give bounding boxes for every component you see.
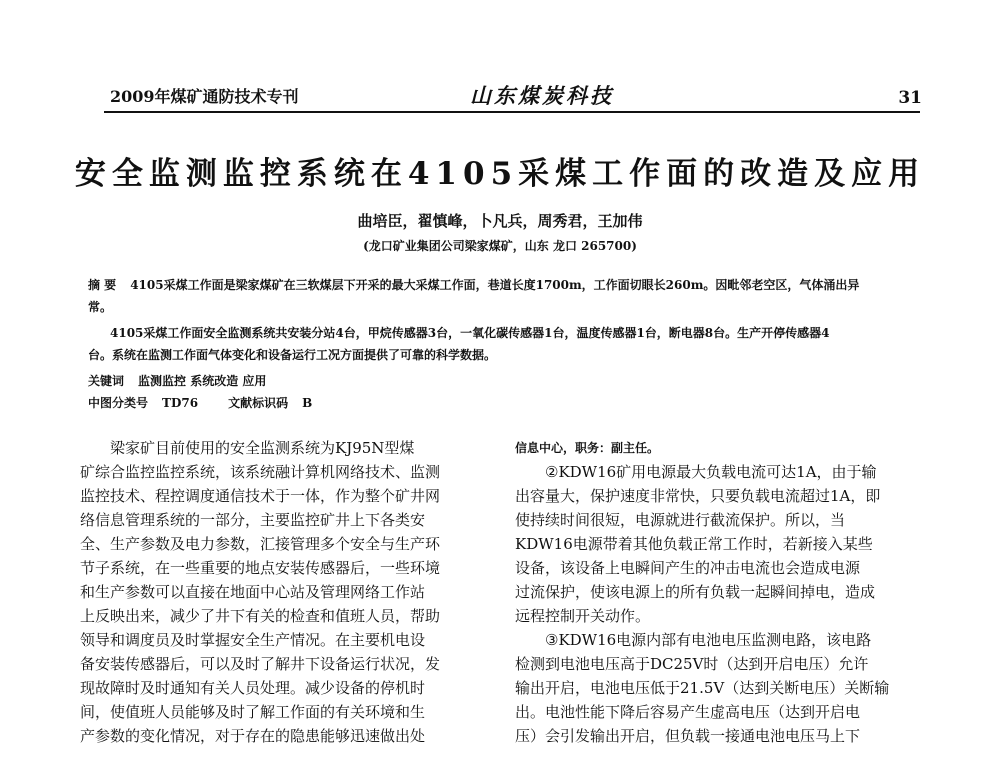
- abstract-line: [88, 276, 918, 294]
- body-line: 使持续时间很短，电源就进行截流保护。所以，当: [515, 511, 846, 529]
- body-line: 上反映出来，减少了井下有关的检查和值班人员，帮助: [80, 607, 441, 625]
- abstract-line: 台。系统在监测工作面气体变化和设备运行工况方面提供了可靠的科学数据。: [88, 348, 497, 362]
- classification-value: TD76: [162, 396, 199, 410]
- body-line: 和生产参数可以直接在地面中心站及管理网络工作站: [80, 583, 426, 601]
- body-line: 输出开启，电池电压低于21.5V（达到关断电压）关断输: [515, 679, 890, 697]
- body-line: 间，使值班人员能够及时了解工作面的有关环境和生: [80, 703, 426, 721]
- body-line: 远程控制开关动作。: [515, 607, 651, 625]
- author-note: 信息中心，职务：副主任。: [515, 441, 660, 455]
- abstract-line: 4105采煤工作面安全监测系统共安装分站4台，甲烷传感器3台，一氧化碳传感器1台，温度传感器1台，断电器8台。生产开停传感器4: [110, 326, 830, 340]
- body-line: 节子系统，在一些重要的地点安装传感器后，一些环境: [80, 559, 441, 577]
- classification: [88, 394, 918, 412]
- body-line: 出容量大，保护速度非常快，只要负载电流超过1A，即: [515, 487, 881, 505]
- body-line: 现故障时及时通知有关人员处理。减少设备的停机时: [80, 679, 426, 697]
- body-line: ②KDW16矿用电源最大负载电流可达1A，由于输: [545, 463, 877, 481]
- body-line: KDW16电源带着其他负载正常工作时，若新接入某些: [515, 535, 873, 553]
- body-line: 监控技术、程控调度通信技术于一体，作为整个矿井网: [80, 487, 441, 505]
- body-line: 压）会引发输出开启，但负载一接通电池电压马上下: [515, 727, 861, 745]
- keywords: [88, 372, 918, 390]
- abstract-line: 常。: [88, 300, 113, 314]
- body-line: 设备，该设备上电瞬间产生的冲击电流也会造成电源: [515, 559, 861, 577]
- body-line: 领导和调度员及时掌握安全生产情况。在主要机电设: [80, 631, 426, 649]
- body-line: 矿综合监控监控系统，该系统融计算机网络技术、监测: [80, 463, 441, 481]
- article-title: 安全监测监控系统在4105采煤工作面的改造及应用: [74, 156, 926, 192]
- body-line: 检测到电池电压高于DC25V时（达到开启电压）允许: [515, 655, 869, 673]
- document-code-value: B: [302, 396, 313, 410]
- body-line: 出。电池性能下降后容易产生虚高电压（达到开启电: [515, 703, 861, 721]
- body-left-column: [80, 436, 490, 748]
- body-line: 络信息管理系统的一部分，主要监控矿井上下各类安: [80, 511, 426, 529]
- classification-label: 中图分类号: [88, 396, 149, 410]
- header-rule: [104, 111, 920, 113]
- article-affiliation: (龙口矿业集团公司梁家煤矿，山东 龙口 265700): [363, 239, 637, 253]
- running-header-issue: 2009年煤矿通防技术专刊: [110, 87, 299, 106]
- keywords-value: 监测监控 系统改造 应用: [138, 374, 267, 388]
- page-number: 31: [898, 88, 922, 108]
- body-line: 备安装传感器后，可以及时了解井下设备运行状况，发: [80, 655, 441, 673]
- journal-name: 山东煤炭科技: [470, 83, 614, 108]
- body-line: 全、生产参数及电力参数，汇接管理多个安全与生产环: [80, 535, 441, 553]
- body-right-column: [515, 436, 927, 748]
- body-line: 过流保护，使该电源上的所有负载一起瞬间掉电，造成: [515, 583, 876, 601]
- article-authors: 曲培臣，翟慎峰，卜凡兵，周秀君，王加伟: [357, 212, 643, 230]
- abstract-text: 4105采煤工作面是梁家煤矿在三软煤层下开采的最大采煤工作面，巷道长度1700m，工作面切眼长260m。因毗邻老空区，气体涌出异: [130, 278, 860, 292]
- body-line: ③KDW16电源内部有电池电压监测电路，该电路: [545, 631, 872, 649]
- body-line: 产参数的变化情况，对于存在的隐患能够迅速做出处: [80, 727, 426, 745]
- keywords-label: 关键词: [88, 374, 125, 388]
- body-line: 梁家矿目前使用的安全监测系统为KJ95N型煤: [110, 439, 415, 457]
- document-code-label: 文献标识码: [228, 396, 289, 410]
- abstract-label: 摘 要: [88, 278, 117, 292]
